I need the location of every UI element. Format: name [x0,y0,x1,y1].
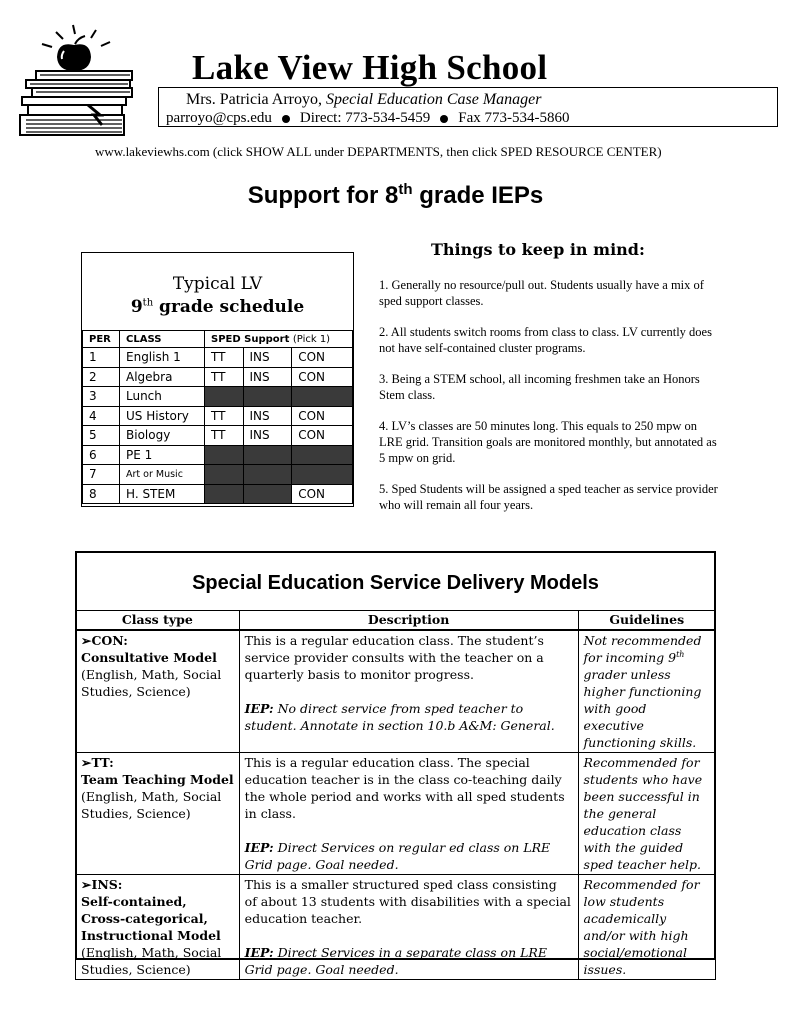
period-cell: 7 [83,465,120,485]
support-cell [292,445,353,465]
model-row-con [76,630,716,753]
schedule-row [83,406,353,426]
guidelines-cell: Recommended for students who have been successful in the general education class with the guided sped teacher help. [578,753,715,875]
models-header-row [76,611,716,631]
support-cell: TT [205,406,244,426]
support-cell [292,387,353,407]
model-row-tt [76,753,716,875]
schedule-row [83,387,353,407]
title-text: Support for 8 [247,182,399,209]
class-cell: Algebra [120,367,205,387]
manager-name: Mrs. Patricia Arroyo, [186,91,322,108]
fax-number: Fax 773-534-5860 [458,110,570,126]
email-link[interactable]: parroyo@cps.edu [166,110,272,126]
period-cell: 1 [83,348,120,368]
schedule-row [83,348,353,368]
model-code: ➢INS: [81,877,123,892]
model-description: This is a regular education class. The student’s service provider consults with the teacher on a quarterly basis to monitor progress. [244,633,544,682]
service-models-box [75,551,716,977]
model-name: Consultative Model [81,650,217,665]
schedule-title-line1: Typical LV [172,274,263,294]
schedule-row [83,465,353,485]
model-subjects: (English, Math, Social Studies, Science) [81,945,222,977]
period-cell: 5 [83,426,120,446]
period-cell: 3 [83,387,120,407]
class-type-cell [76,875,240,980]
model-name: Self-contained, Cross-categorical, Instructional Model [81,894,221,943]
class-cell: US History [120,406,205,426]
guideline-text-end: grader unless higher functioning with good executive functioning skills. [583,667,702,750]
support-cell: TT [205,348,244,368]
bullet-icon [282,115,290,123]
model-name: Team Teaching Model [81,772,234,787]
manager-role: Special Education Case Manager [325,91,542,108]
model-iep [245,839,573,873]
support-cell: CON [292,367,353,387]
things-heading: Things to keep in mind: [431,240,645,259]
class-type-header: Class type [76,611,240,631]
period-cell: 2 [83,367,120,387]
class-type-cell [76,630,240,753]
schedule-row [83,426,353,446]
description-header: Description [239,611,578,631]
support-cell: INS [243,426,292,446]
guidelines-cell: Recommended for low students academically and/or with high social/emotional issues. [578,875,715,980]
class-cell: English 1 [120,348,205,368]
period-cell: 8 [83,484,120,504]
model-code: ➢TT: [81,755,114,770]
things-item: 2. All students switch rooms from class to class. LV currently does not have self-contained cluster programs. [379,325,712,355]
support-cell: INS [243,348,292,368]
things-item: 1. Generally no resource/pull out. Students usually have a mix of sped support classes. [379,278,704,308]
class-type-cell [76,753,240,875]
model-description: This is a smaller structured sped class consisting of about 13 students with disabilities with a special education teacher. [244,877,571,926]
schedule-table [82,330,353,504]
support-cell: INS [243,406,292,426]
things-list [379,277,719,528]
per-header: PER [83,331,120,348]
iep-label: IEP: [244,701,274,716]
guidelines-header: Guidelines [578,611,715,631]
grade-superscript: th [142,297,154,309]
guideline-superscript: th [676,649,685,659]
class-cell: Lunch [120,387,205,407]
schedule-header-row [83,331,353,348]
support-cell: CON [292,426,353,446]
model-iep [245,944,573,978]
title-text-end: grade IEPs [412,182,544,209]
support-cell [243,465,292,485]
description-cell [239,875,578,980]
things-item: 3. Being a STEM school, all incoming freshmen take an Honors Stem class. [379,372,700,402]
iep-label: IEP: [244,945,274,960]
guidelines-cell [578,630,715,753]
models-table [75,610,716,980]
model-subjects: (English, Math, Social Studies, Science) [81,667,222,699]
iep-text: Direct Services in a separate class on LRE Grid page. Goal needed. [244,945,547,977]
model-subjects: (English, Math, Social Studies, Science) [81,789,222,821]
class-cell: PE 1 [120,445,205,465]
schedule-title [82,273,353,319]
period-cell: 6 [83,445,120,465]
support-cell [243,484,292,504]
class-cell: Art or Music [120,465,205,485]
support-cell [243,445,292,465]
title-superscript: th [398,181,413,198]
support-cell: TT [205,367,244,387]
model-iep [245,700,573,734]
models-title: Special Education Service Delivery Models [192,572,599,594]
contact-line [166,110,570,127]
support-cell: INS [243,367,292,387]
support-cell: TT [205,426,244,446]
support-cell: CON [292,484,353,504]
class-header: CLASS [120,331,205,348]
description-cell [239,630,578,753]
support-cell [205,465,244,485]
support-cell [243,387,292,407]
support-header-label: SPED Support [211,333,290,345]
website-note[interactable]: www.lakeviewhs.com (click SHOW ALL under DEPARTMENTS, then click SPED RESOURCE CENTER) [95,144,662,159]
support-cell [292,465,353,485]
grade-text: grade schedule [153,297,305,317]
schedule-row [83,445,353,465]
model-row-ins [76,875,716,980]
iep-label: IEP: [244,840,274,855]
page-title [0,182,791,210]
support-cell: CON [292,348,353,368]
grade-number: 9 [130,297,143,317]
logo-books-apple-icon [18,22,138,140]
support-cell [205,484,244,504]
class-cell: Biology [120,426,205,446]
model-description: This is a regular education class. The special education teacher is in the class co-teaching daily the whole period and works with all sped students in class. [244,755,565,821]
support-header [205,331,353,348]
school-name: Lake View High School [192,48,548,87]
support-header-note: (Pick 1) [292,333,331,345]
class-cell: H. STEM [120,484,205,504]
iep-text: Direct Services on regular ed class on LRE Grid page. Goal needed. [244,840,551,872]
period-cell: 4 [83,406,120,426]
schedule-row [83,484,353,504]
support-cell: CON [292,406,353,426]
model-code: ➢CON: [81,633,128,648]
case-manager-line [186,91,542,109]
support-cell [205,387,244,407]
direct-phone: Direct: 773-534-5459 [299,110,431,126]
bullet-icon [440,115,448,123]
iep-text: No direct service from sped teacher to student. Annotate in section 10.b A&M: General. [244,701,555,733]
support-cell [205,445,244,465]
description-cell [239,753,578,875]
schedule-row [83,367,353,387]
things-item: 4. LV’s classes are 50 minutes long. This equals to 250 mpw on LRE grid. Transition goals are monitored monthly, but annotated as 5 mpw on grid. [379,419,717,465]
schedule-title-line2 [82,296,353,319]
things-item: 5. Sped Students will be assigned a sped teacher as service provider who will remain all four years. [379,482,718,512]
guideline-text: Not recommended for incoming 9 [583,633,702,665]
schedule-box [81,252,354,507]
